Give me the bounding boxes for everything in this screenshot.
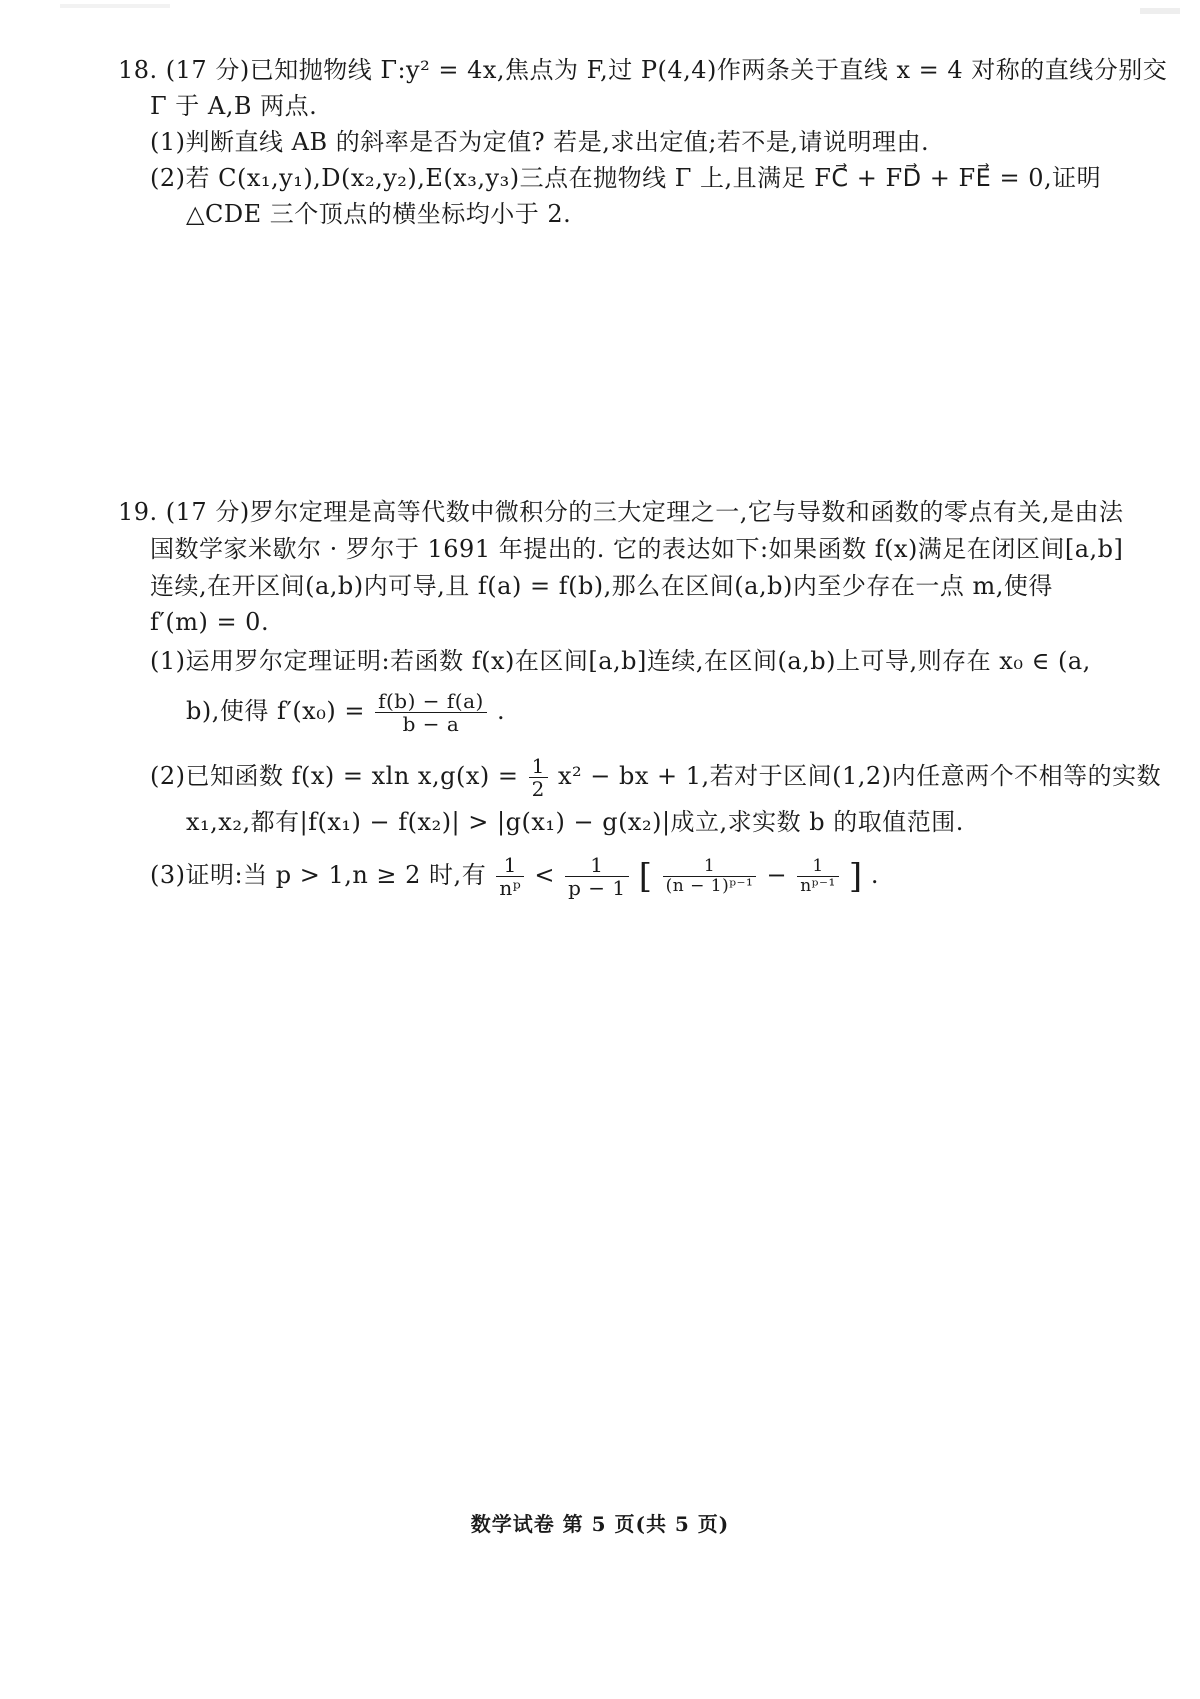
part-3-fraction-3	[663, 857, 757, 896]
problem-19-line-4: f′(m) = 0.	[150, 608, 270, 636]
part-2-prefix: (2)已知函数 f(x) = xln x,g(x) =	[150, 762, 519, 790]
minus-sign: −	[766, 861, 788, 889]
problem-18-line-2: Γ 于 A,B 两点.	[150, 92, 318, 120]
fraction-denominator: b − a	[402, 712, 460, 736]
scan-artifact	[1140, 8, 1180, 14]
problem-19-part-3	[150, 854, 879, 899]
problem-19-line-2: 国数学家米歇尔 · 罗尔于 1691 年提出的. 它的表达如下:如果函数 f(x)满足在闭区间[a,b]	[150, 535, 1124, 563]
part-2-suffix: x² − bx + 1,若对于区间(1,2)内任意两个不相等的实数	[557, 762, 1162, 790]
problem-19-part-2-line-1	[150, 755, 1161, 800]
part-3-fraction-4	[797, 857, 839, 896]
page-footer: 数学试卷 第 5 页(共 5 页)	[470, 1512, 730, 1536]
part-3-prefix: (3)证明:当 p > 1,n ≥ 2 时,有	[150, 861, 487, 889]
half-fraction	[529, 755, 548, 800]
fraction-numerator: f(b) − f(a)	[375, 690, 487, 713]
problem-18-part-2-line-2: △CDE 三个顶点的横坐标均小于 2.	[186, 200, 572, 228]
fraction-denominator: 2	[531, 777, 545, 801]
problem-18-part-2-line-1: (2)若 C(x₁,y₁),D(x₂,y₂),E(x₃,y₃)三点在抛物线 Γ 上,且满足 FC⃗ + FD⃗ + FE⃗ = 0,证明	[150, 164, 1102, 192]
problem-19-line-3: 连续,在开区间(a,b)内可导,且 f(a) = f(b),那么在区间(a,b)内至少存在一点 m,使得	[150, 572, 1053, 600]
fraction-denominator: (n − 1)ᵖ⁻¹	[665, 876, 754, 896]
part-3-end: .	[870, 861, 879, 889]
fraction-numerator: 1	[565, 854, 629, 877]
part-3-fraction-2	[565, 854, 629, 899]
problem-19-part-2-line-2: x₁,x₂,都有|f(x₁) − f(x₂)| > |g(x₁) − g(x₂)|成立,求实数 b 的取值范围.	[186, 808, 964, 836]
fraction-denominator: p − 1	[568, 876, 626, 900]
fraction-denominator: nᵖ⁻¹	[800, 876, 836, 896]
fraction-numerator: 1	[797, 857, 839, 877]
part-1-line-2-suffix: .	[496, 697, 506, 725]
less-than-sign: <	[534, 861, 555, 889]
scan-artifact	[60, 4, 170, 8]
part-1-line-2-prefix: b),使得 f′(x₀) =	[186, 697, 365, 725]
problem-19-part-1-line-2	[186, 690, 505, 735]
fraction-numerator: 1	[529, 755, 548, 778]
right-bracket: ]	[848, 856, 863, 897]
fraction-numerator: 1	[663, 857, 757, 877]
problem-19-part-1-line-1: (1)运用罗尔定理证明:若函数 f(x)在区间[a,b]连续,在区间(a,b)上可导,则存在 x₀ ∈ (a,	[150, 647, 1091, 675]
left-bracket: [	[638, 856, 653, 897]
fraction-numerator: 1	[496, 854, 524, 877]
problem-18-part-1: (1)判断直线 AB 的斜率是否为定值? 若是,求出定值;若不是,请说明理由.	[150, 128, 930, 156]
part-3-fraction-1	[496, 854, 524, 899]
mean-value-fraction	[375, 690, 487, 735]
problem-18-line-1: 18. (17 分)已知抛物线 Γ:y² = 4x,焦点为 F,过 P(4,4)作两条关于直线 x = 4 对称的直线分别交	[118, 56, 1168, 84]
problem-19-line-1: 19. (17 分)罗尔定理是高等代数中微积分的三大定理之一,它与导数和函数的零点有关,是由法	[118, 498, 1124, 526]
fraction-denominator: nᵖ	[499, 876, 522, 900]
